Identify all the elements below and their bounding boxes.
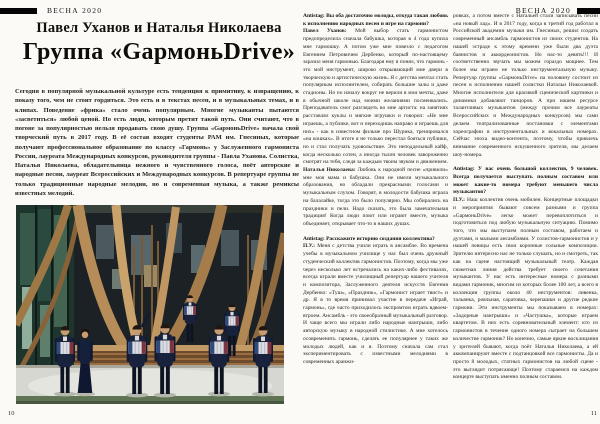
speaker-name: П.У.: xyxy=(303,243,315,250)
answer-text: Любовь к народной песне «привили» мне моя мама и бабушка. Они не имели музыкального образования, но обладали прекрасными голосами и музыкальным слухом. Говорят, в молодости бабушка играла на балалайке, тогда это было популярно. Мы собирались на праздники и пели. Надо сказать, это была замечательная традиция! Когда люди поют или играют вместе, музыка объединяет, открывает что-то в наших душах. xyxy=(303,167,448,227)
interview-answer-4 xyxy=(453,197,598,382)
interview-answer-3-continued: ровках, а потом вместе с Натальей стали записывать песни «на новый лад». И в 2017 году, когда в третий год работал в Российской академии музыки им. Гнесиных, решил создать современный ансамбль гармонистов из своих студентов. На нашей эстраде к этому времени уже были два дуэта баянистов и аккордеонистов. Но нас-то девять!!! И соответственно звучать мы можем гораздо мощнее. Тем более мы играем не только инструментальную музыку. Репертуар группы «GармоньDrive» на половину состоит из песен в исполнении нашей солистки Натальи Николаевой. Многие исполнители для красивой сценической картинки и динамики добавляют танцоров. А при нашем ресурсе талантливых музыкантов (между прочим все лауреаты Всероссийских и Международных конкурсов) мы сами делаем театрализованные постановки с элементами хореографии в инструментальных и вокальных номерах. Сейчас эпоха видео-контента, поэтому, чтобы привлечь внимание современного искушенного зрителя, мы делаем шоу-номера. xyxy=(453,13,598,158)
issue-label-left: ВЕСНА 2020 xyxy=(47,6,103,15)
article-byline: Павел Уханов и Наталья Николаева xyxy=(36,20,282,36)
interview-answer-3 xyxy=(303,243,448,366)
band-photo xyxy=(16,205,284,404)
page-number-left: 10 xyxy=(8,410,15,417)
answer-text: Мой выбор стать гармонистом предопределила сначала бабушка, которая в 4 года купила мне гармошку. А потом уже мне повезло с педагогом Евгением Петровичем Дербенко, который по-настоящему заразил меня гармонью. Благодаря ему я понял, что гармонь - это мой инструмент, широко открывающий мне двери в творческую и артистическую жизнь. Я с детства мечтал стать популярным исполнителем, собирать большие залы и даже стадионы. Но по началу вокруг не верили в мои мечты, даже в обычной школе над моими желаниями посмеивались. Преподаватель смог разглядеть во мне артиста: на занятиях расставлял куклы и мягкие игрушки и говорил: «Не мне играешь, а публике, вот и переходишь направо и играешь для них» - как в известном фильме про Шурика, тренировался «на кошках». В итоге я не только перестал бояться публики, но и стал получать удовольствие. Это неподдельный кайф, когда несколько сотен, а иногда тысяч человек завороженно смотрят на тебя, следя за каждым твоим звуком и движением. xyxy=(303,28,448,166)
interview-question-2: Antistag: Расскажите историю создания коллектива? xyxy=(303,235,435,242)
interview-column-1 xyxy=(303,13,448,414)
speaker-name: Наталья Николаева: xyxy=(303,167,356,174)
interview-column-2 xyxy=(453,13,598,414)
speaker-name: Павел Уханов: xyxy=(303,28,347,35)
answer-text: Наш коллектив очень мобилен. Концертные площадки и мероприятия бывают совсем разными и группа «GармоньDrive» легко может перевоплотиться и подготовиться под любую музыкальную ситуацию. Помимо того, что мы выступаем полным составом, работаем и дуэтами, и малыми ансамблями. У солистов-гармонистов и у нашей певицы есть свои коронные сольные композиции. Зрителю интересно нас не только слушать, но и смотреть, так как на сцене настоящий музыкальный театр. Каждая сюжетная линия действа требует своего сочетания музыкантов. У нас есть интересные номера с разными видами гармоник, многим из которых более 100 лет, а всего в коллекции группы около 40 инструментов: ливенка, тальянка, рояльная, саратовка, черепашки и другие редкие гармони. Эти инструменты мы показываем в номерах: «Задорные наигрыши» и «Частушка», которые играем квартетом. В них есть соревновательный элемент: кто из гармонистов в течение одного номера сыграет на большем количестве гармоник? Но конечно, самые яркие восклицания у зрителей бывают, когда поёт Наталья Николаева, а ей аккомпанируют вместе с подтанцовкой все гармонисты. Да и просто 8 молодых, статных гармонистов на любой сцене - это выглядит потрясающе! Поэтому стараемся на каждом концерте выступать именно полным составом. xyxy=(453,197,598,381)
band-photo-illustration xyxy=(16,205,284,404)
interview-answer-1 xyxy=(303,28,448,167)
answer-text: Меня с детства учили играть в ансамбле. Во времена учебы в музыкальном училище у нас был очень дружный студенческий коллектив гармонистов. Поэтому, когда мы уже через несколько лет встречались на каких-либо фестивалях, всегда играли вместе училищный репертуар нашего учителя и композитора, Заслуженного деятеля искусств Евгения Дербенко: «Туш», «Праздник», «Гармонист играет твист» и др. Я в то время принимал участие в передаче «Играй, гармонь», где часто приходилось экспромтом играть вдвоем-втроем. Ансамбль - это своеобразный музыкальный разговор. И чаще всего мы играли либо народные наигрыши, либо авторскую музыку в народной стилистике. А мне хотелось осовременить гармонь, сделать ее популярнее у таких же молодых людей, как и я. Поэтому сначала сам стал экспериментировать с известными мелодиями в современных аранжи- xyxy=(303,243,448,365)
speaker-name: П.У.: xyxy=(453,197,465,204)
page-number-right: 11 xyxy=(590,410,597,417)
interview-answer-2 xyxy=(303,167,448,229)
interview-question-3: Antistag: У вас очень большой коллектив, 9 человек. Всегда получается выступать полным составом или может какие-то номера требуют меньшего числа музыкантов? xyxy=(453,166,598,196)
article-lead: Сегодня в популярной музыкальной культуре есть тенденция к примитиву, к извращению, к показу того, чем не стоит гордиться. Это есть и в текстах песен, и в музыкальных темах, и в клипах. Поведение «фрика» стало очень популярным. Многие музыканты пытаются «засветиться» любой ценой. Но есть люди, которым претит такой путь. Они считают, что в погоне за популярностью нельзя продавать свою душу. Группа «GармоньDrive» начала свой творческий путь в 2017 году. В её состав входят студенты РАМ им. Гнесиных, которые получают профессиональное образование по классу «Гармонь» у Заслуженного гармониста России, лауреата Международных конкурсов, руководителя группы - Павла Уханова. Солистка, Наталья Николаева, обладательница нежного и чувственного голоса, поёт авторские и народные песни, лауреат Всероссийских и Международных конкурсов. В репертуаре группы не только традиционные народные мелодии, но и современная музыка, а также ремиксы известных мелодий. xyxy=(15,88,299,197)
article-title: Группа «GармоньDrive» xyxy=(22,39,296,65)
issue-label-right: ВЕСНА 2020 xyxy=(515,6,571,15)
issue-bar-left xyxy=(0,8,37,14)
interview-question-1: Antistag: Вы оба достаточно молоды, откуда такая любовь к исполнению народных песен и игре на гармони? xyxy=(303,13,448,27)
